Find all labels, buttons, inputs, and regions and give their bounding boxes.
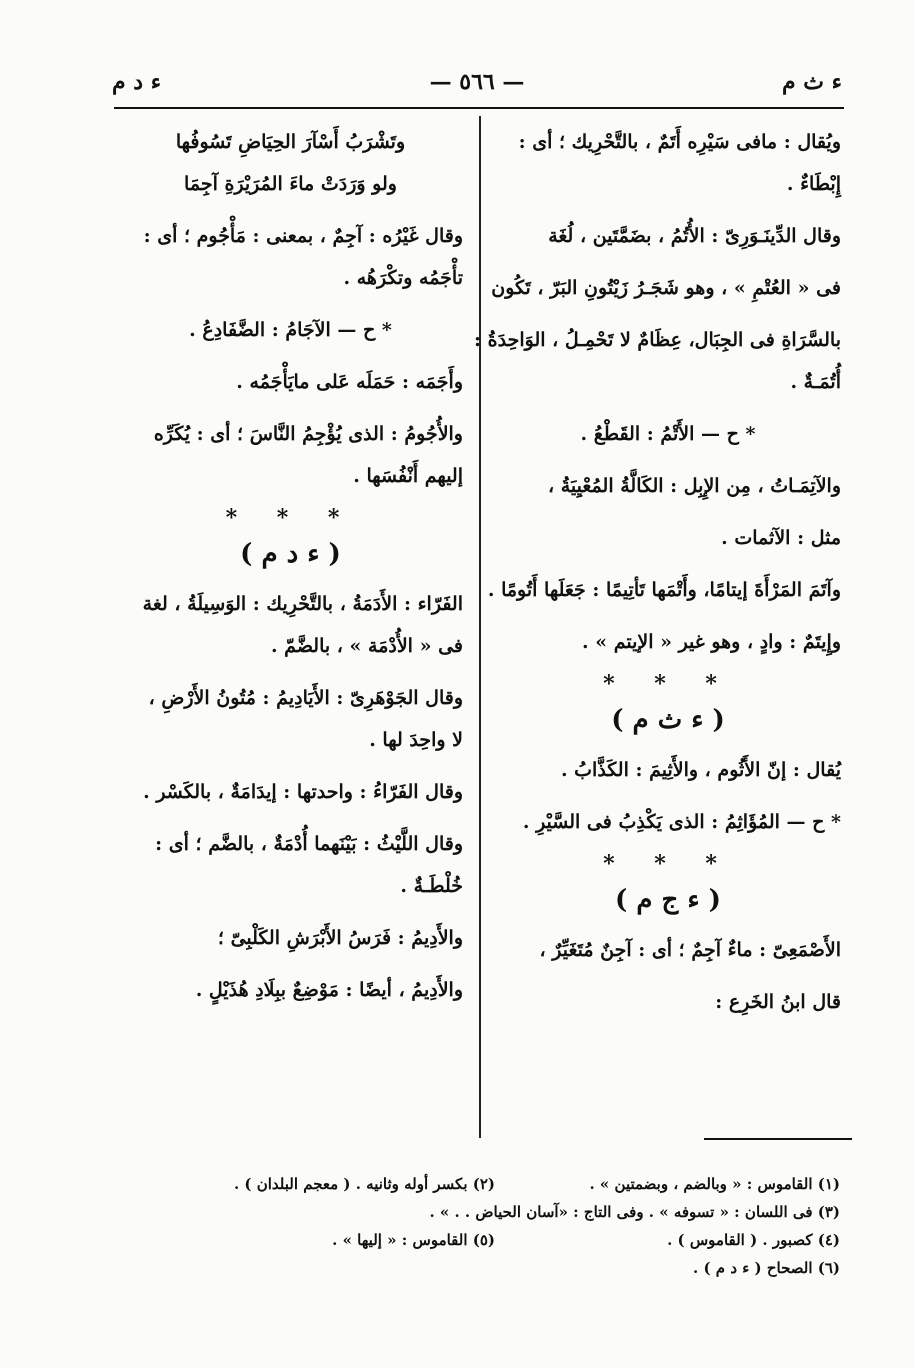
footnote-row <box>150 1226 840 1254</box>
entry-line: * ح — المُؤَاثِمُ : الذى يَكْذِبُ فى السَّيْرِ . <box>522 811 841 833</box>
entry-line: والأَدِيمُ ، أيضًا : مَوْضِعٌ ببِلَادِ هُذَيْلٍ . <box>195 979 463 1001</box>
entry-line: وأَجَمَه : حَمَلَه عَلى مايَأْجَمُه . <box>236 371 463 393</box>
entry-line: مثل : الآثمات . <box>721 527 841 549</box>
header-rule <box>114 107 844 109</box>
entry-line: إليهم أَنْفُسَها . <box>353 465 463 487</box>
entry-line: إِبْطَاءٌ . <box>786 173 841 195</box>
separator-stars: * * * <box>603 851 733 877</box>
right-column <box>474 128 841 1040</box>
column-divider <box>479 116 481 1138</box>
footnote: (٣) فى اللسان : « تسوفه » . وفى التاج : «آسان الحياض . . » . <box>429 1203 840 1221</box>
footnote <box>150 1254 495 1282</box>
entry-line: الأَصْمَعِىّ : ماءٌ آجِمٌ ؛ أى : آجِنٌ مُتَغَيِّرٌ ، <box>539 939 841 961</box>
entry-line: خُلْطَـةٌ . <box>400 875 463 897</box>
entry-line: والأُجُومُ : الذى يُؤْجِمُ النَّاسَ ؛ أى : يُكَرِّه <box>153 423 463 445</box>
separator-stars: * * * <box>225 505 356 531</box>
entry-line: فى « العُتْمِ » ، وهو شَجَـرُ زَيْتُونِ البَرّ ، تَكُون <box>491 277 841 299</box>
section-heading-ajm: ( ء ج م ) <box>615 885 721 915</box>
page-header <box>112 60 842 104</box>
entry-line: قال ابنُ الخَرِع : <box>715 991 841 1013</box>
footnote: (٥) القاموس : « إليها » . <box>332 1231 495 1249</box>
entry-line: أُتُمَـةٌ . <box>790 371 841 393</box>
footnotes <box>150 1170 840 1282</box>
entry-line: لا واحِدَ لها . <box>369 729 463 751</box>
separator-stars: * * * <box>603 671 733 697</box>
page-number: — ٥٦٦ — <box>429 69 525 95</box>
entry-line: بالسَّرَاةِ فى الجِبَال، عِظَامٌ لا تَحْمِـلُ ، الوَاحِدَةُ : <box>474 329 841 351</box>
entry-line: وقال الدِّينَـوَرِىّ : الأُتُمُ ، بضَمَّتَين ، لُغَة <box>548 225 841 247</box>
footnote-rule <box>704 1138 852 1140</box>
footnote-row <box>150 1254 840 1282</box>
entry-line: يُقال : إنّ الأَثُوم ، والأَثِيمَ : الكَذَّابُ . <box>560 759 841 781</box>
entry-line: وقال الجَوْهَرِىّ : الأَيَادِيمُ : مُتُونُ الأَرْضِ ، <box>148 687 463 709</box>
entry-line: وقال الفَرّاءُ : واحدتها : إيدَامَةٌ ، بالكَسْر . <box>143 781 463 803</box>
entry-line: وقال غَيْرُه : آجِمٌ ، بمعنى : مَأْجُوم ؛ أى : <box>143 225 463 247</box>
entry-line: وآتَمَ المَرْأَةَ إيتامًا، وأَتْمَها تَأتِيمًا : جَعَلَها أَتُومًا . <box>487 579 841 601</box>
entry-line: الفَرّاء : الأَدَمَةُ ، بالتَّحْرِيك : الوَسِيلَةُ ، لغة <box>142 593 463 615</box>
footnote: (١) القاموس : « وبالضم ، وبضمتين » . <box>589 1175 840 1193</box>
footnote-row <box>150 1170 840 1198</box>
entry-line: * ح — الأَتْمُ : القَطْعُ . <box>580 423 756 445</box>
entry-line: تأْجَمُه وتكْرَهُه . <box>343 267 463 289</box>
entry-line: وإِيتَمٌ : وادٍ ، وهو غير « الإيتم » . <box>581 631 841 653</box>
footnote: (٢) بكسر أوله وثانيه . ( معجم البلدان ) . <box>233 1175 495 1193</box>
section-heading-athm: ( ء ث م ) <box>611 705 725 735</box>
entry-line: والآتِمَـاتُ ، مِن الإِبِل : الكَالَّةُ المُعْيِيَةُ ، <box>547 475 841 497</box>
footnote: (٦) الصحاح ( ء د م ) . <box>693 1259 840 1277</box>
entry-line: والأَدِيمُ : فَرَسُ الأَبْرَشِ الكَلْبِىّ ؛ <box>217 927 463 949</box>
footnote: (٤) كصبور . ( القاموس ) . <box>667 1231 840 1249</box>
left-column <box>118 128 463 1028</box>
footnote <box>150 1198 495 1226</box>
entry-line: فى « الأُدْمَة » ، بالضَّمّ . <box>270 635 463 657</box>
header-right-word: ء ث م <box>782 69 842 95</box>
verse-line: وتَشْرَبُ أَسْآرَ الحِيَاضِ تَسُوفُها <box>175 131 406 153</box>
entry-line: وقال اللَّيْثُ : بَيْنَهما أُدْمَةٌ ، بالضَّم ؛ أى : <box>155 833 463 855</box>
footnote-row <box>150 1198 840 1226</box>
section-heading-adm: ( ء د م ) <box>240 539 341 569</box>
entry-line: ويُقال : مافى سَيْرِه أَتَمٌ ، بالتَّحْرِيك ؛ أى : <box>518 131 841 153</box>
entry-line: * ح — الآجَامُ : الضَّفَادِعُ . <box>189 319 392 341</box>
header-left-word: ء د م <box>112 69 162 95</box>
verse-line: ولو وَرَدَتْ ماءَ المُرَيْرَةِ آجِمَا <box>184 173 397 195</box>
